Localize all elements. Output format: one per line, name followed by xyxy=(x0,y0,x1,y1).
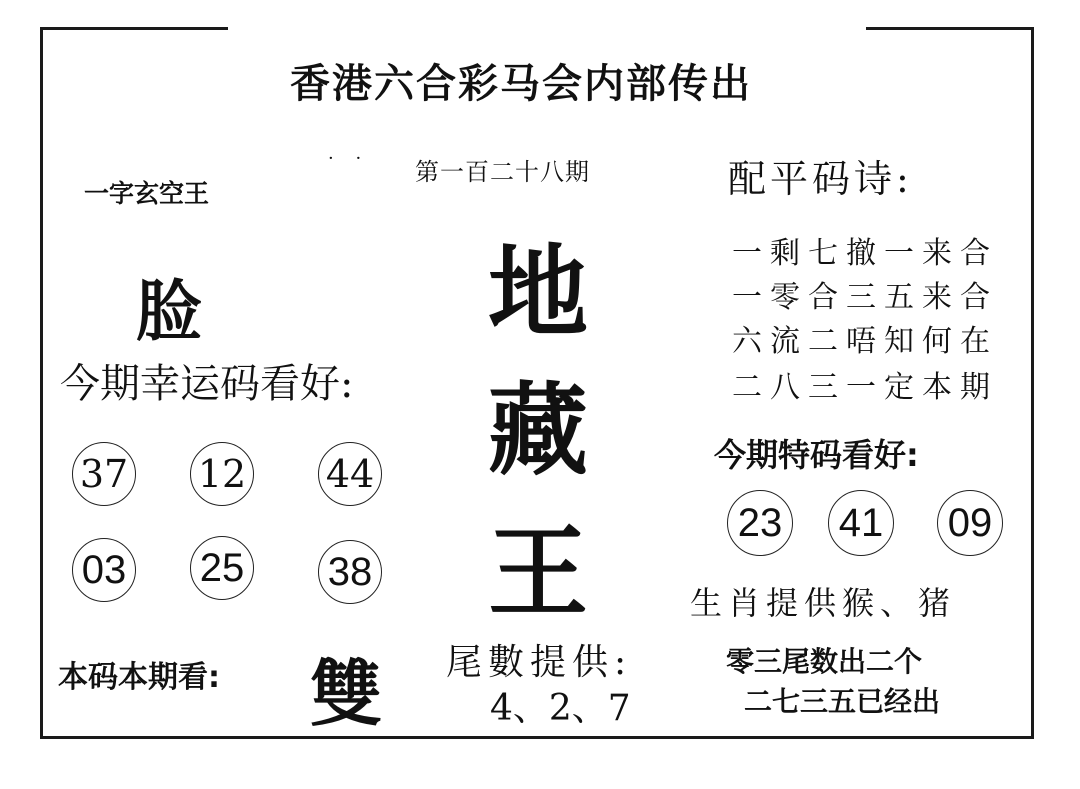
poem-line: 一剩七撤一来合 xyxy=(732,236,998,271)
double-char: 雙 xyxy=(310,651,383,736)
main-char-wang: 王 xyxy=(488,513,588,631)
poem-line: 六流二唔知何在 xyxy=(732,324,998,359)
main-char-di: 地 xyxy=(488,233,588,351)
special-number: 23 xyxy=(737,500,783,545)
lucky-number: 37 xyxy=(79,452,129,496)
lucky-number-ball xyxy=(72,442,136,506)
lucky-number: 03 xyxy=(81,547,127,592)
special-number: 41 xyxy=(838,500,884,545)
lucky-number: 38 xyxy=(327,549,373,594)
special-number-ball xyxy=(727,490,793,556)
frame-gap xyxy=(228,24,866,33)
lucky-heading: 今期幸运码看好: xyxy=(60,361,354,407)
special-number-ball xyxy=(828,490,894,556)
special-number: 09 xyxy=(947,500,993,545)
tail-title: 尾數提供: xyxy=(446,642,633,683)
decorative-dots: · · xyxy=(328,148,370,169)
tail-info-2: 二七三五已经出 xyxy=(744,685,941,718)
main-char-zang: 藏 xyxy=(488,371,588,489)
lucky-number-ball xyxy=(318,540,382,604)
lucky-number-ball xyxy=(190,536,254,600)
lucky-number: 12 xyxy=(197,452,247,496)
tail-info-1: 零三尾数出二个 xyxy=(726,645,923,678)
lucky-number-ball xyxy=(72,538,136,602)
bottom-left-label: 本码本期看: xyxy=(58,660,220,695)
header-title: 香港六合彩马会内部传出 xyxy=(290,61,752,107)
lucky-number-ball xyxy=(318,442,382,506)
face-char: 脸 xyxy=(136,273,202,350)
lucky-number: 44 xyxy=(325,452,375,496)
tail-values: 4、2、7 xyxy=(490,688,631,729)
lucky-number: 25 xyxy=(199,545,245,590)
left-heading: 一字玄空王 xyxy=(84,179,210,208)
period-label: 第一百二十八期 xyxy=(415,158,590,186)
poem-title: 配平码诗: xyxy=(728,157,913,201)
special-heading: 今期特码看好: xyxy=(714,436,919,474)
special-number-ball xyxy=(937,490,1003,556)
zodiac-line: 生肖提供猴、猪 xyxy=(690,584,957,622)
poem-line: 二八三一定本期 xyxy=(732,370,998,405)
poem-line: 一零合三五来合 xyxy=(732,280,998,315)
lucky-number-ball xyxy=(190,442,254,506)
